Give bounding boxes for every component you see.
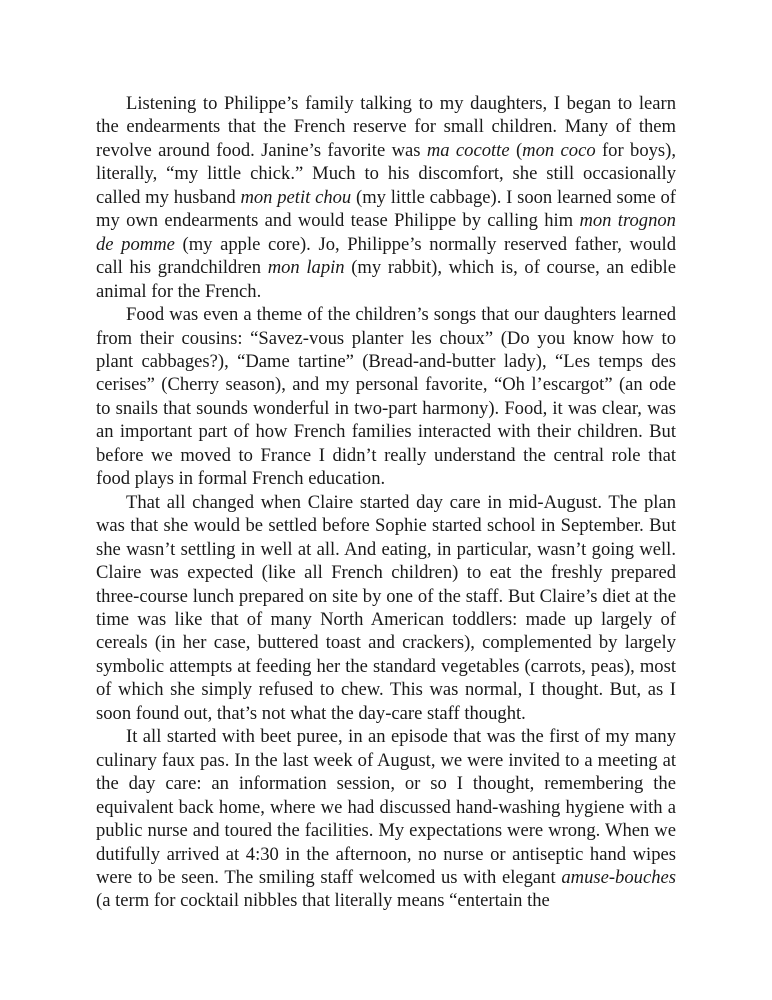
paragraph-day-care: That all changed when Claire started day care in mid-August. The plan was that she would be settled before Sophie started school in September. But she wasn’t settling in well at all. And eating, in particular, wasn’t going well. Claire was expected (like all French children) to eat the freshly prepared three-course lunch prepared on site by one of the staff. But Claire’s diet at the time was like that of many North American toddlers: made up largely of cereals (in her case, buttered toast and crackers), complemented by largely symbolic attempts at feeding her the standard vegetables (carrots, peas), most of which she simply refused to chew. This was normal, I thought. But, as I soon found out, that’s not what the day-care staff thought.	[96, 491, 676, 724]
paragraph-endearments	[96, 92, 676, 303]
text-run: (my little cabbage). I soon learned some of my own endearments and would tease Philippe by calling him	[96, 186, 676, 232]
text-run: (my rabbit), which is, of course, an edible animal for the French.	[96, 257, 676, 302]
text-run: It all started with beet puree, in an episode that was the first of my many culinary faux pas. In the last week of August, we were invited to a meeting at the day care: an information session, or so I thought, remembering the equivalent back home, where we had discussed hand-washing hygiene with a public nurse and toured the facilities. My expectations were wrong. When we dutifully arrived at 4:30 in the afternoon, no nurse or antiseptic hand wipes were to be seen. The smiling staff welcomed us with elegant	[96, 726, 676, 888]
paragraph-beet-puree	[96, 725, 676, 913]
italic-term: mon petit chou	[240, 186, 352, 208]
text-run: (a term for cocktail nibbles that literally means “entertain the	[96, 890, 550, 912]
body-text	[96, 92, 676, 913]
italic-term: mon lapin	[267, 257, 345, 279]
italic-term: ma cocotte	[426, 139, 510, 161]
text-run: (	[509, 139, 523, 161]
text-run: Listening to Philippe’s family talking to my daughters, I began to learn the endearments that the French reserve for small children. Many of them revolve around food. Janine’s favorite was	[96, 93, 676, 161]
italic-term: mon coco	[522, 139, 596, 161]
italic-term: mon trognon de pomme	[96, 210, 676, 255]
italic-term: amuse-bouches	[561, 866, 676, 888]
text-run: (my apple core). Jo, Philippe’s normally reserved father, would call his grandchildren	[96, 233, 677, 279]
paragraph-songs: Food was even a theme of the children’s songs that our daughters learned from their cousins: “Savez-vous planter les choux” (Do you know how to plant cabbages?), “Dame tartine” (Bread-and-butter lady), “Les temps des cerises” (Cherry season), and my personal favorite, “Oh l’escargot” (an ode to snails that sounds wonderful in two-part harmony). Food, it was clear, was an important part of how French families interacted with their children. But before we moved to France I didn’t really understand the central role that food plays in formal French education.	[96, 304, 676, 490]
text-run: for boys), literally, “my little chick.” Much to his discomfort, she still occasionally called my husband	[96, 139, 676, 208]
